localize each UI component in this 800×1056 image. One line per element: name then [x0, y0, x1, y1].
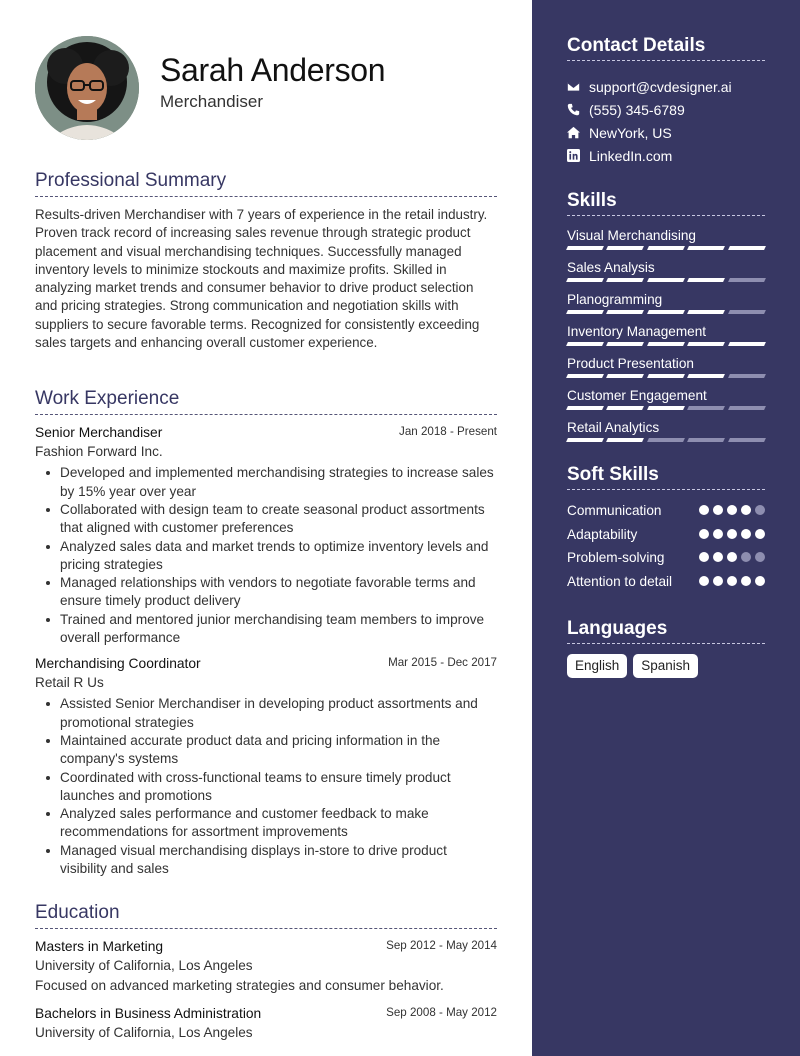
soft-skill-rating: [699, 526, 765, 539]
skill-level-segment: [687, 406, 725, 410]
skill-name: Inventory Management: [567, 324, 707, 339]
list-item: Developed and implemented merchandising strategies to increase sales by 15% year over year: [35, 464, 497, 501]
resume-header: [35, 0, 497, 160]
section-title-education: Education: [35, 902, 497, 929]
list-item: Trained and mentored junior merchandising team members to improve overall performance: [35, 611, 497, 648]
education-dates: Sep 2008 - May 2012: [386, 1006, 497, 1020]
skill-level-segment: [647, 278, 685, 282]
section-title-summary: Professional Summary: [35, 170, 497, 197]
school-name: University of California, Los Angeles: [35, 1025, 253, 1041]
skill-name: Customer Engagement: [567, 388, 707, 403]
soft-skills-section: [567, 464, 765, 590]
skill-level-segment: [606, 310, 644, 314]
rating-dot: [755, 552, 765, 562]
soft-skill-name: Problem-solving: [567, 550, 665, 565]
skill-name: Retail Analytics: [567, 420, 660, 435]
skill-level-bar: [567, 278, 765, 282]
degree-title: Masters in Marketing: [35, 939, 164, 955]
skill-item: [567, 260, 765, 282]
skill-level-segment: [566, 278, 604, 282]
contact-phone[interactable]: (555) 345-6789: [567, 98, 765, 121]
skill-level-segment: [728, 278, 766, 282]
skill-level-segment: [606, 342, 644, 346]
education-section: [35, 902, 497, 1040]
list-item: Analyzed sales data and market trends to optimize inventory levels and pricing strategies: [35, 538, 497, 575]
soft-skill-name: Communication: [567, 503, 662, 518]
skill-level-segment: [687, 310, 725, 314]
skill-name: Product Presentation: [567, 356, 694, 371]
rating-dot: [713, 505, 723, 515]
language-badge: Spanish: [633, 654, 698, 678]
soft-skill-name: Adaptability: [567, 526, 638, 542]
skill-level-segment: [566, 438, 604, 442]
job-title: Senior Merchandiser: [35, 425, 163, 441]
rating-dot: [713, 576, 723, 586]
rating-dot: [699, 505, 709, 515]
skill-level-segment: [566, 406, 604, 410]
rating-dot: [741, 552, 751, 562]
skill-level-segment: [606, 374, 644, 378]
soft-skill-name: Attention to detail: [567, 573, 673, 589]
skill-level-bar: [567, 374, 765, 378]
skill-item: [567, 292, 765, 314]
candidate-name: Sarah Anderson: [160, 52, 386, 88]
rating-dot: [741, 576, 751, 586]
job-title: Merchandising Coordinator: [35, 656, 201, 672]
soft-skill-rating: [699, 549, 765, 562]
skill-level-segment: [606, 438, 644, 442]
rating-dot: [755, 529, 765, 539]
soft-skill-item: [567, 573, 765, 591]
skill-level-segment: [728, 438, 766, 442]
avatar: [35, 36, 139, 140]
sidebar: [532, 0, 800, 1056]
skill-level-segment: [566, 374, 604, 378]
rating-dot: [713, 529, 723, 539]
skill-level-segment: [687, 342, 725, 346]
languages-section: [567, 618, 765, 678]
list-item: Collaborated with design team to create seasonal product assortments that aligned with customer preferences: [35, 501, 497, 538]
skill-level-segment: [687, 278, 725, 282]
skill-level-segment: [566, 342, 604, 346]
envelope-icon: [567, 80, 580, 93]
education-dates: Sep 2012 - May 2014: [386, 939, 497, 953]
section-title-languages: Languages: [567, 618, 765, 644]
rating-dot: [699, 576, 709, 586]
skill-level-bar: [567, 406, 765, 410]
skill-level-segment: [647, 406, 685, 410]
skill-item: [567, 356, 765, 378]
skill-level-segment: [566, 246, 604, 250]
candidate-role: Merchandiser: [160, 92, 263, 111]
skill-level-segment: [647, 342, 685, 346]
skill-level-segment: [728, 374, 766, 378]
section-title-experience: Work Experience: [35, 388, 497, 415]
rating-dot: [727, 505, 737, 515]
education-description: Focused on advanced marketing strategies and consumer behavior.: [35, 978, 444, 994]
skill-name: Sales Analysis: [567, 260, 655, 275]
phone-icon: [567, 103, 580, 116]
summary-section: [35, 170, 497, 352]
linkedin-icon: [567, 149, 580, 162]
skill-level-bar: [567, 438, 765, 442]
list-item: Analyzed sales performance and customer feedback to make recommendations for assortment improvements: [35, 805, 497, 842]
language-badge: English: [567, 654, 627, 678]
skill-level-segment: [647, 438, 685, 442]
skill-level-segment: [606, 406, 644, 410]
rating-dot: [727, 529, 737, 539]
list-item: Assisted Senior Merchandiser in developing product assortments and promotional strategies: [35, 695, 497, 732]
rating-dot: [755, 576, 765, 586]
list-item: Managed relationships with vendors to negotiate favorable terms and ensure timely product delivery: [35, 574, 497, 611]
contact-section: [567, 35, 765, 167]
skill-item: [567, 324, 765, 346]
skill-level-bar: [567, 310, 765, 314]
job-bullets: [35, 695, 497, 878]
soft-skill-item: [567, 502, 765, 520]
list-item: Maintained accurate product data and pricing information in the company's systems: [35, 732, 497, 769]
experience-section: [35, 388, 497, 878]
skill-level-segment: [687, 374, 725, 378]
job-entry: [35, 424, 497, 647]
rating-dot: [727, 552, 737, 562]
job-entry: [35, 655, 497, 878]
skill-item: [567, 420, 765, 442]
job-company: Retail R Us: [35, 675, 104, 691]
skill-level-segment: [687, 246, 725, 250]
section-title-soft-skills: Soft Skills: [567, 464, 765, 490]
rating-dot: [741, 505, 751, 515]
skill-level-segment: [566, 310, 604, 314]
job-company: Fashion Forward Inc.: [35, 444, 163, 460]
section-title-contact: Contact Details: [567, 35, 765, 61]
rating-dot: [699, 529, 709, 539]
job-dates: Mar 2015 - Dec 2017: [388, 656, 497, 670]
skill-level-segment: [728, 246, 766, 250]
rating-dot: [741, 529, 751, 539]
rating-dot: [755, 505, 765, 515]
rating-dot: [713, 552, 723, 562]
skill-item: [567, 388, 765, 410]
skill-level-segment: [606, 278, 644, 282]
skill-name: Planogramming: [567, 292, 663, 307]
soft-skill-item: [567, 526, 765, 544]
job-bullets: [35, 464, 497, 647]
skill-name: Visual Merchandising: [567, 228, 696, 243]
skill-item: [567, 228, 765, 250]
skill-level-segment: [606, 246, 644, 250]
school-name: University of California, Los Angeles: [35, 958, 253, 974]
summary-text: Results-driven Merchandiser with 7 years of experience in the retail industry. Proven track record of increasing sales revenue through strategic product placement and visual merchandising techniques. Successfully managed inventory levels to minimize stockouts and maximize profits. Skilled in analyzing market trends and consumer behavior to drive product selection and pricing strategies. Strong communication and negotiation skills with suppliers to secure favorable terms. Recognized for consistently exceeding sales targets and enhancing overall customer experience.: [35, 207, 488, 351]
rating-dot: [699, 552, 709, 562]
skill-level-segment: [647, 374, 685, 378]
job-dates: Jan 2018 - Present: [399, 425, 497, 439]
skill-level-segment: [728, 342, 766, 346]
education-entry: [35, 938, 497, 993]
soft-skill-rating: [699, 573, 765, 586]
degree-title: Bachelors in Business Administration: [35, 1006, 262, 1022]
soft-skill-rating: [699, 502, 765, 515]
list-item: Managed visual merchandising displays in-store to drive product visibility and sales: [35, 842, 497, 879]
home-icon: [567, 126, 580, 139]
contact-linkedin[interactable]: LinkedIn.com: [567, 144, 765, 167]
skill-level-bar: [567, 342, 765, 346]
section-title-skills: Skills: [567, 190, 765, 216]
contact-location: NewYork, US: [567, 121, 765, 144]
skill-level-segment: [728, 406, 766, 410]
skills-section: [567, 190, 765, 442]
rating-dot: [727, 576, 737, 586]
skill-level-segment: [687, 438, 725, 442]
soft-skill-item: [567, 549, 765, 567]
education-entry: [35, 1005, 497, 1040]
skill-level-bar: [567, 246, 765, 250]
skill-level-segment: [647, 310, 685, 314]
contact-email[interactable]: support@cvdesigner.ai: [567, 75, 765, 98]
skill-level-segment: [647, 246, 685, 250]
list-item: Coordinated with cross-functional teams to ensure timely product launches and promotions: [35, 769, 497, 806]
skill-level-segment: [728, 310, 766, 314]
